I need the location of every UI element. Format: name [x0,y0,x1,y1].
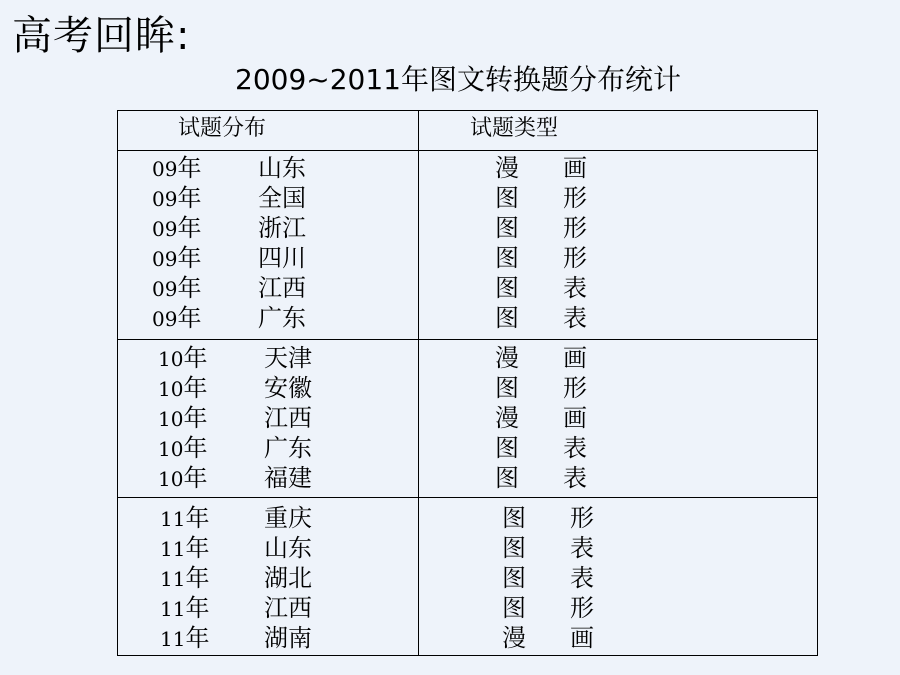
table-row [118,623,817,653]
type-char-first: 漫 [495,404,519,432]
year-cell [158,403,207,434]
type-char-second: 画 [570,624,594,652]
type-char-first: 漫 [502,624,526,652]
group-divider-10-11 [118,497,817,498]
year-digits: 11 [160,627,186,651]
year-digits: 09 [152,187,178,211]
year-suffix: 年 [185,624,210,652]
header-type: 试题类型 [470,116,559,141]
province-cell: 四川 [258,244,306,272]
type-char-second: 画 [563,404,587,432]
year-digits: 10 [158,407,184,431]
year-cell [158,433,207,464]
table-row [118,183,817,213]
province-cell: 安徽 [264,374,312,402]
year-suffix: 年 [185,564,210,592]
year-cell [160,533,209,564]
year-cell [152,183,201,214]
type-char-second: 形 [570,594,594,622]
header-divider [118,150,817,151]
year-cell [158,463,207,494]
year-suffix: 年 [183,404,208,432]
year-cell [160,593,209,624]
year-suffix: 年 [177,184,202,212]
type-char-first: 图 [495,464,519,492]
group-2009 [118,153,817,333]
year-digits: 09 [152,307,178,331]
province-cell: 山东 [258,154,306,182]
type-char-first: 图 [495,374,519,402]
year-cell [152,243,201,274]
province-cell: 广东 [264,434,312,462]
type-char-first: 图 [495,244,519,272]
table-row [118,403,817,433]
table-row [118,503,817,533]
type-char-first: 图 [495,434,519,462]
table-row [118,593,817,623]
type-char-first: 图 [502,594,526,622]
type-char-second: 表 [563,304,587,332]
year-suffix: 年 [177,154,202,182]
table-row [118,533,817,563]
type-char-first: 图 [495,274,519,302]
table-row [118,153,817,183]
year-digits: 09 [152,277,178,301]
table-row [118,373,817,403]
province-cell: 福建 [264,464,312,492]
type-char-second: 表 [563,274,587,302]
year-digits: 10 [158,437,184,461]
province-cell: 山东 [264,534,312,562]
table-caption-text: 2009~2011年图文转换题分布统计 [235,63,681,96]
year-suffix: 年 [183,464,208,492]
table-caption [0,62,900,98]
year-digits: 09 [152,247,178,271]
table-row [118,303,817,333]
type-char-first: 漫 [495,344,519,372]
year-suffix: 年 [177,304,202,332]
year-suffix: 年 [183,374,208,402]
type-char-first: 图 [502,564,526,592]
province-cell: 重庆 [264,504,312,532]
table-row [118,433,817,463]
type-char-second: 表 [570,564,594,592]
group-divider-09-10 [118,339,817,340]
year-suffix: 年 [183,434,208,462]
year-suffix: 年 [177,214,202,242]
group-2010 [118,343,817,493]
table-row [118,273,817,303]
type-char-second: 形 [570,504,594,532]
year-cell [152,153,201,184]
type-char-first: 图 [495,214,519,242]
year-digits: 10 [158,377,184,401]
province-cell: 广东 [258,304,306,332]
year-digits: 11 [160,567,186,591]
slide-title: 高考回眸: [12,13,191,59]
year-suffix: 年 [185,504,210,532]
type-char-second: 形 [563,184,587,212]
province-cell: 全国 [258,184,306,212]
table-row [118,243,817,273]
year-cell [160,623,209,654]
table-row [118,463,817,493]
year-digits: 11 [160,537,186,561]
type-char-second: 表 [570,534,594,562]
year-suffix: 年 [183,344,208,372]
table-row [118,213,817,243]
table-row [118,563,817,593]
year-cell [158,373,207,404]
year-suffix: 年 [185,594,210,622]
province-cell: 江西 [264,404,312,432]
year-cell [158,343,207,374]
year-cell [160,563,209,594]
year-suffix: 年 [177,274,202,302]
type-char-second: 表 [563,434,587,462]
province-cell: 湖北 [264,564,312,592]
year-digits: 11 [160,507,186,531]
type-char-first: 图 [495,184,519,212]
year-digits: 09 [152,157,178,181]
year-cell [160,503,209,534]
year-cell [152,303,201,334]
province-cell: 江西 [258,274,306,302]
year-digits: 10 [158,347,184,371]
group-2011 [118,503,817,653]
distribution-table [117,110,818,656]
year-digits: 11 [160,597,186,621]
province-cell: 天津 [264,344,312,372]
table-row [118,343,817,373]
type-char-second: 形 [563,214,587,242]
year-suffix: 年 [177,244,202,272]
province-cell: 湖南 [264,624,312,652]
type-char-second: 形 [563,244,587,272]
province-cell: 江西 [264,594,312,622]
type-char-first: 图 [502,534,526,562]
year-digits: 10 [158,467,184,491]
type-char-second: 画 [563,344,587,372]
year-cell [152,213,201,244]
type-char-second: 表 [563,464,587,492]
type-char-first: 图 [502,504,526,532]
year-cell [152,273,201,304]
year-suffix: 年 [185,534,210,562]
year-digits: 09 [152,217,178,241]
type-char-second: 画 [563,154,587,182]
header-distribution: 试题分布 [178,116,267,141]
type-char-first: 漫 [495,154,519,182]
province-cell: 浙江 [258,214,306,242]
type-char-first: 图 [495,304,519,332]
type-char-second: 形 [563,374,587,402]
